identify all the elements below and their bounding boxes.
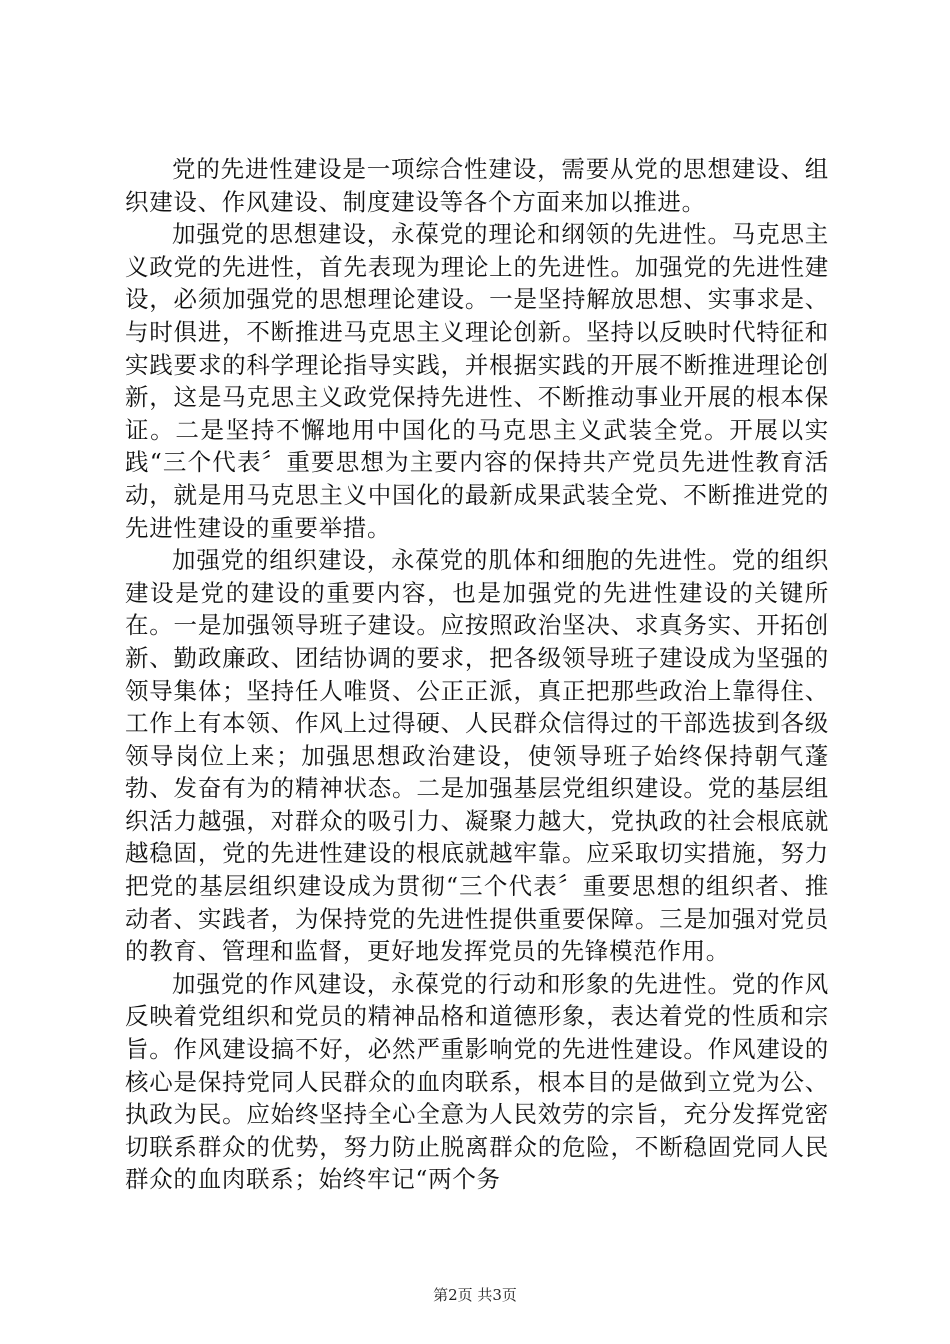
page-number-footer: 第2页 共3页 [433,1286,517,1304]
paragraph-intro: 党的先进性建设是一项综合性建设，需要从党的思想建设、组织建设、作风建设、制度建设等各个方面来加以推进。 [125,155,829,216]
paragraph-organizational-building: 加强党的组织建设，永葆党的肌体和细胞的先进性。党的组织建设是党的建设的重要内容，也是加强党的先进性建设的关键所在。一是加强领导班子建设。应按照政治坚决、求真务实、开拓创新、勤政廉政、团结协调的要求，把各级领导班子建设成为坚强的领导集体；坚持任人唯贤、公正正派，真正把那些政治上靠得住、工作上有本领、作风上过得硬、人民群众信得过的干部选拔到各级领导岗位上来；加强思想政治建设，使领导班子始终保持朝气蓬勃、发奋有为的精神状态。二是加强基层党组织建设。党的基层组织活力越强，对群众的吸引力、凝聚力越大，党执政的社会根底就越稳固，党的先进性建设的根底就越牢靠。应采取切实措施，努力把党的基层组织建设成为贯彻“三个代表〞重要思想的组织者、推动者、实践者，为保持党的先进性提供重要保障。三是加强对党员的教育、管理和监督，更好地发挥党员的先锋模范作用。 [125,546,829,966]
paragraph-ideological-building: 加强党的思想建设，永葆党的理论和纲领的先进性。马克思主义政党的先进性，首先表现为理论上的先进性。加强党的先进性建设，必须加强党的思想理论建设。一是坚持解放思想、实事求是、与时俱进，不断推进马克思主义理论创新。坚持以反映时代特征和实践要求的科学理论指导实践，并根据实践的开展不断推进理论创新，这是马克思主义政党保持先进性、不断推动事业开展的根本保证。二是坚持不懈地用中国化的马克思主义武装全党。开展以实践“三个代表〞重要思想为主要内容的保持共产党员先进性教育活动，就是用马克思主义中国化的最新成果武装全党、不断推进党的先进性建设的重要举措。 [125,220,829,542]
document-body [125,153,829,1196]
paragraph-work-style-building: 加强党的作风建设，永葆党的行动和形象的先进性。党的作风反映着党组织和党员的精神品格和道德形象，表达着党的性质和宗旨。作风建设搞不好，必然严重影响党的先进性建设。作风建设的核心是保持党同人民群众的血肉联系，根本目的是做到立党为公、执政为民。应始终坚持全心全意为人民效劳的宗旨，充分发挥党密切联系群众的优势，努力防止脱离群众的危险，不断稳固党同人民群众的血肉联系；始终牢记“两个务 [125,969,829,1194]
